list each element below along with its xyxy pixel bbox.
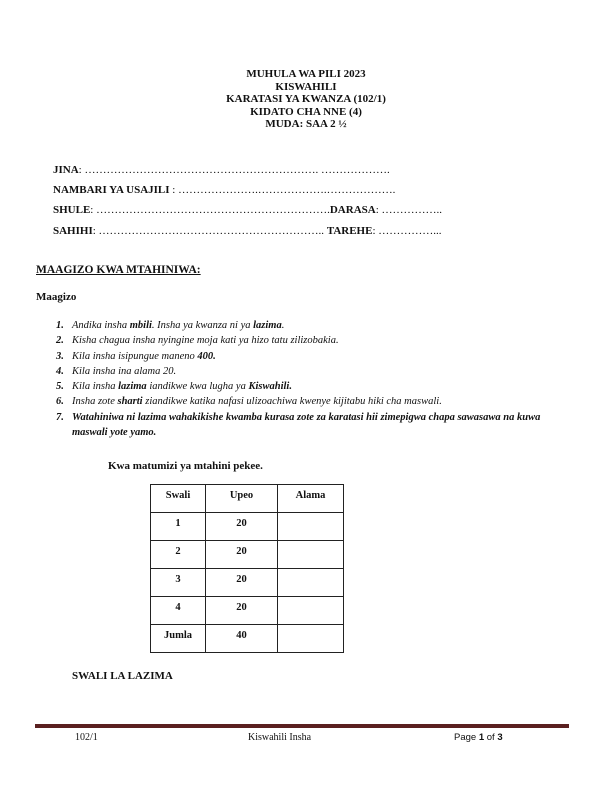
item-text: [72, 318, 284, 333]
marks-cell[interactable]: [278, 569, 344, 597]
header-term: MUHULA WA PILI 2023: [246, 68, 366, 80]
table-row: [151, 541, 344, 569]
instruction-item: [56, 410, 576, 441]
item-text-segment: lazima: [253, 320, 282, 331]
class-dots: : ……………..: [375, 204, 443, 216]
header-paper: KARATASI YA KWANZA (102/1): [226, 93, 386, 105]
col-header: Swali: [151, 485, 206, 513]
item-number: 3.: [56, 350, 64, 362]
item-text: [72, 379, 292, 394]
instruction-item: [56, 379, 576, 394]
instructions-heading: MAAGIZO KWA MTAHINIWA:: [36, 264, 201, 276]
item-text-segment: sharti: [117, 396, 143, 408]
marks-cell[interactable]: [278, 541, 344, 569]
item-text-segment: Kisha chagua insha nyingine moja kati ya hizo tatu zilizobakia.: [72, 335, 339, 347]
marks-cell[interactable]: [278, 625, 344, 653]
table-cell: 3: [151, 569, 206, 597]
examiner-note: Kwa matumizi ya mtahini pekee.: [108, 460, 263, 472]
table-row: [151, 513, 344, 541]
item-number: 5.: [56, 381, 64, 393]
item-text-segment: .: [281, 320, 285, 331]
instruction-item: [56, 394, 576, 409]
item-text: [72, 364, 176, 379]
marks-table: [150, 484, 344, 653]
table-row: [151, 569, 344, 597]
item-text: [72, 394, 442, 409]
name-field[interactable]: [53, 164, 390, 176]
registration-dots: : ………………….……………….……………….: [169, 184, 396, 196]
date-dots: : ……………...: [372, 225, 442, 237]
instruction-item: [56, 333, 576, 348]
item-text-segment: Kila insha: [72, 381, 119, 393]
school-label: SHULE: [53, 204, 91, 216]
table-header-row: [151, 485, 344, 513]
registration-field[interactable]: [53, 184, 395, 196]
item-text: [72, 349, 216, 364]
footer-rule: [35, 724, 569, 728]
item-text-segment: Kiswahili.: [248, 381, 292, 393]
table-cell: Jumla: [151, 625, 206, 653]
page-of: of: [484, 732, 498, 743]
footer-title: Kiswahili Insha: [248, 732, 312, 743]
table-cell: 20: [206, 597, 278, 625]
item-text-segment: iandikwe kwa lugha ya: [146, 381, 249, 393]
instruction-item: [56, 318, 576, 333]
table-cell: 2: [151, 541, 206, 569]
school-field[interactable]: [53, 204, 442, 216]
registration-label: NAMBARI YA USAJILI: [53, 184, 170, 196]
table-cell: 20: [206, 541, 278, 569]
item-text: [72, 333, 339, 348]
signature-label: SAHIHI: [53, 225, 93, 237]
instruction-item: [56, 349, 576, 364]
table-cell: 20: [206, 569, 278, 597]
item-text-segment: ziandikwe katika nafasi ulizoachiwa kwenye kijitabu hiki cha maswali.: [142, 396, 442, 408]
name-dots: : ………………………………………………………. ……………….: [78, 164, 390, 176]
table-cell: 4: [151, 597, 206, 625]
item-text-segment: Kila insha isipungue maneno: [72, 350, 198, 362]
exam-header: [0, 68, 612, 131]
class-label: DARASA: [329, 204, 376, 216]
header-subject: KISWAHILI: [275, 80, 337, 93]
item-text-segment: Andika insha: [72, 320, 130, 331]
item-text-segment: . Insha ya kwanza ni ya: [151, 320, 254, 331]
col-header: Alama: [278, 485, 344, 513]
signature-field[interactable]: [53, 225, 442, 237]
col-header: Upeo: [206, 485, 278, 513]
item-text-segment: Insha zote: [72, 396, 118, 408]
table-row: [151, 625, 344, 653]
footer-page: [454, 732, 503, 743]
header-form: KIDATO CHA NNE (4): [250, 105, 362, 118]
instruction-item: [56, 364, 576, 379]
section-title: SWALI LA LAZIMA: [72, 670, 173, 682]
marks-cell[interactable]: [278, 597, 344, 625]
table-cell: 1: [151, 513, 206, 541]
item-text-segment: mbili: [129, 320, 152, 331]
instructions-list: [56, 318, 576, 440]
name-label: JINA: [53, 164, 79, 176]
item-text-segment: Kila insha ina alama 20.: [72, 365, 177, 377]
item-number: 6.: [56, 396, 64, 408]
marks-cell[interactable]: [278, 513, 344, 541]
school-dots: : ……………………………………………………….: [90, 204, 330, 216]
item-text: [72, 410, 576, 441]
header-duration: MUDA: SAA 2 ½: [265, 118, 347, 130]
table-cell: 20: [206, 513, 278, 541]
item-number: 2.: [56, 335, 64, 347]
table-row: [151, 597, 344, 625]
table-cell: 40: [206, 625, 278, 653]
page-total: 3: [497, 732, 503, 743]
instructions-subheading: Maagizo: [36, 291, 77, 303]
item-number: 4.: [56, 365, 64, 377]
item-number: 7.: [56, 411, 64, 423]
item-text-segment: 400.: [197, 350, 216, 362]
item-text-segment: lazima: [118, 381, 147, 393]
item-number: 1.: [56, 320, 64, 331]
item-text-segment: Watahiniwa ni lazima wahakikishe kwamba kurasa zote za karatasi hii zimepigwa chapa sawasawa na kuwa maswali yote yamo.: [72, 411, 541, 439]
footer-code: 102/1: [75, 732, 98, 743]
date-label: TAREHE: [326, 225, 373, 237]
page-prefix: Page: [454, 732, 479, 743]
signature-dots: : ……………………………………………………..: [92, 225, 327, 237]
page-number: 1: [478, 732, 485, 743]
